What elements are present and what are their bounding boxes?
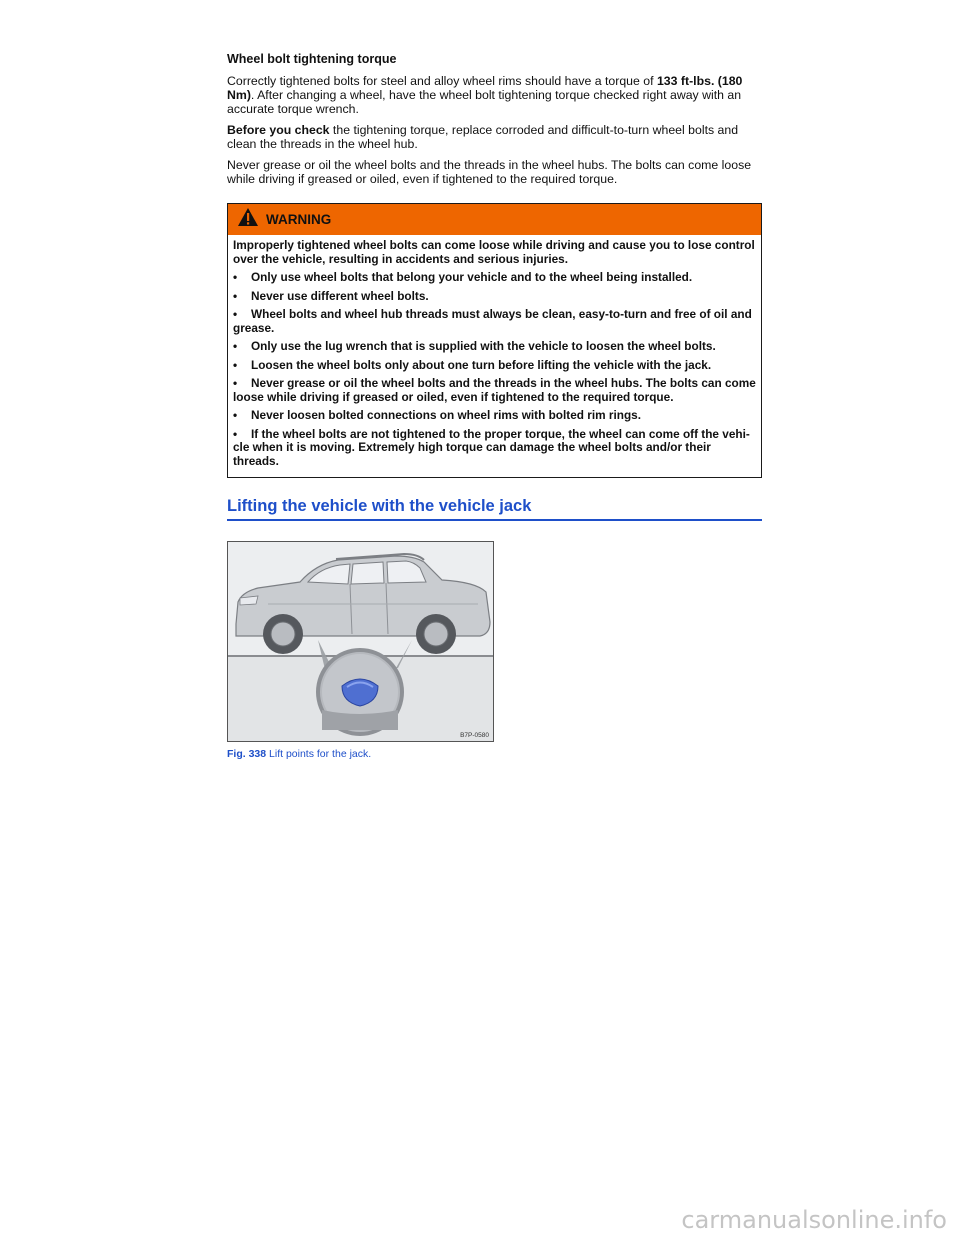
warning-item-text: Only use wheel bolts that belong your vehicle and to the wheel being installed. [251, 270, 693, 284]
bullet: • [233, 288, 238, 303]
lift-points-figure [227, 541, 494, 742]
torque-p2-text: the tightening torque, replace corroded and difficult-to-turn wheel bolts and clean the threads in the wheel hub. [227, 123, 739, 151]
figure-caption [227, 748, 371, 760]
figure-label: Fig. 338 [227, 748, 267, 760]
bullet: • [233, 270, 238, 284]
warning-item-text: Wheel bolts and wheel hub threads must always be clean, easy-to-turn and free of oil and grease. [233, 307, 752, 335]
warning-body [228, 235, 761, 477]
warning-item [233, 340, 756, 354]
jack-section-header [227, 497, 762, 521]
warning-intro: Improperly tightened wheel bolts can come loose while driving and cause you to lose control over the vehicle, resulting in accidents and serious injuries. [233, 238, 755, 266]
car-illustration [228, 542, 493, 741]
bullet: • [233, 357, 238, 372]
warning-item-text: Loosen the wheel bolts only about one turn before lifting the vehicle with the jack. [251, 357, 712, 372]
warning-item-text: Never grease or oil the wheel bolts and the threads in the wheel hubs. The bolts can come loose while driving if greased or oiled, even if tightened to the required torque. [233, 376, 756, 404]
warning-item-text: Never use different wheel bolts. [251, 288, 429, 303]
warning-item [233, 359, 756, 373]
bullet: • [233, 408, 238, 422]
warning-triangle-icon [237, 207, 259, 232]
before-you-check-label: Before you check [227, 123, 330, 137]
torque-paragraph-2 [227, 123, 762, 151]
warning-item [233, 377, 756, 404]
watermark: carmanualsonline.info [681, 1206, 947, 1234]
warning-item [233, 290, 756, 304]
warning-item [233, 428, 756, 469]
torque-p1-text-end: . After changing a wheel, have the wheel bolt tightening torque checked right away with an accurate torque wrench. [227, 88, 742, 116]
torque-paragraph-1 [227, 74, 762, 116]
warning-box [227, 203, 762, 478]
warning-title: WARNING [266, 212, 332, 227]
bullet: • [233, 339, 238, 353]
warning-item [233, 409, 756, 423]
torque-paragraph-3: Never grease or oil the wheel bolts and the threads in the wheel hubs. The bolts can come loose while driving if greased or oiled, even if tightened to the required torque. [227, 158, 752, 186]
warning-item [233, 308, 756, 335]
bullet: • [233, 376, 238, 390]
warning-item [233, 271, 756, 285]
section-heading: Lifting the vehicle with the vehicle jack [227, 497, 532, 515]
torque-value: 133 ft-lbs. (180 Nm) [227, 74, 743, 102]
warning-item-text: Never loosen bolted connections on wheel rims with bolted rim rings. [251, 408, 642, 422]
bullet: • [233, 307, 238, 321]
torque-p1-text: Correctly tightened bolts for steel and alloy wheel rims should have a torque of [227, 74, 657, 88]
warning-item-text: Only use the lug wrench that is supplied with the vehicle to loosen the wheel bolts. [251, 339, 716, 353]
torque-section [227, 52, 762, 478]
figure-caption-text: Lift points for the jack. [266, 748, 372, 760]
warning-header [228, 204, 761, 235]
torque-heading: Wheel bolt tightening torque [227, 52, 397, 66]
warning-item-text: If the wheel bolts are not tightened to the proper torque, the wheel can come off the vehi-cle when it is moving. Extremely high torque can damage the wheel bolts and/or their threads. [233, 426, 750, 468]
bullet: • [233, 426, 238, 441]
figure-code: B7P-0580 [460, 732, 489, 739]
